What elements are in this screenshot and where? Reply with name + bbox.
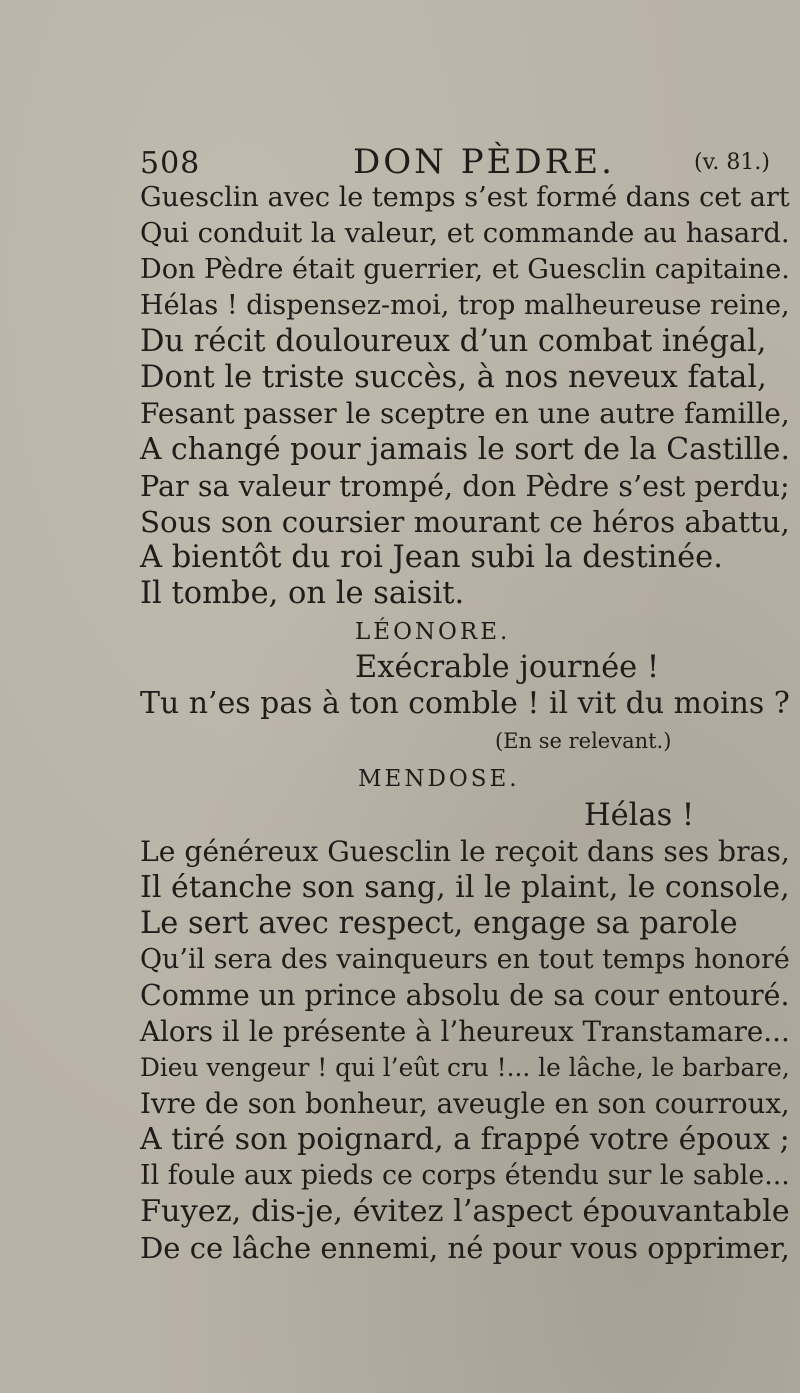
- verse-line: Alors il le présente à l’heureux Transtamare...: [140, 1015, 790, 1048]
- speaker-mendose: MENDOSE.: [358, 766, 520, 792]
- verse-line: Hélas ! dispensez-moi, trop malheureuse reine,: [140, 290, 790, 321]
- running-title: DON PÈDRE.: [353, 142, 615, 182]
- verse-line: Don Pèdre était guerrier, et Guesclin capitaine.: [140, 254, 790, 285]
- verse-line: Exécrable journée !: [355, 650, 660, 685]
- verse-line: Sous son coursier mourant ce héros abattu,: [140, 505, 790, 539]
- verse-line: Du récit douloureux d’un combat inégal,: [140, 324, 767, 359]
- verse-line: Guesclin avec le temps s’est formé dans cet art: [140, 182, 790, 213]
- verse-line: Il tombe, on le saisit.: [140, 576, 465, 611]
- verse-reference: (v. 81.): [694, 150, 770, 175]
- verse-line: Par sa valeur trompé, don Pèdre s’est perdu;: [140, 469, 790, 503]
- stage-direction: (En se relevant.): [495, 729, 672, 753]
- verse-line: Dieu vengeur ! qui l’eût cru !... le lâche, le barbare,: [140, 1053, 790, 1082]
- verse-line: Qu’il sera des vainqueurs en tout temps honoré: [140, 944, 790, 975]
- verse-line: Ivre de son bonheur, aveugle en son courroux,: [140, 1087, 790, 1120]
- speaker-leonore: LÉONORE.: [355, 619, 511, 645]
- verse-line: A bientôt du roi Jean subi la destinée.: [140, 540, 723, 575]
- verse-line: Comme un prince absolu de sa cour entouré.: [140, 979, 790, 1012]
- page-number: 508: [140, 146, 201, 181]
- verse-line: A changé pour jamais le sort de la Castille.: [140, 432, 790, 467]
- verse-line: Qui conduit la valeur, et commande au hasard.: [140, 218, 790, 249]
- verse-line: Tu n’es pas à ton comble ! il vit du moins ?: [140, 686, 790, 721]
- verse-line: Fesant passer le sceptre en une autre famille,: [140, 397, 790, 430]
- verse-line: Il étanche son sang, il le plaint, le console,: [140, 870, 790, 905]
- verse-line: Dont le triste succès, à nos neveux fatal,: [140, 360, 767, 395]
- running-head: [140, 142, 770, 184]
- verse-line: Il foule aux pieds ce corps étendu sur le sable...: [140, 1160, 790, 1191]
- verse-line: Fuyez, dis-je, évitez l’aspect épouvantable: [140, 1194, 790, 1229]
- verse-line: De ce lâche ennemi, né pour vous opprimer,: [140, 1231, 790, 1265]
- verse-line: A tiré son poignard, a frappé votre époux ;: [140, 1122, 790, 1157]
- verse-line: Le sert avec respect, engage sa parole: [140, 906, 738, 941]
- verse-line: Le généreux Guesclin le reçoit dans ses bras,: [140, 835, 790, 868]
- verse-line: Hélas !: [584, 798, 695, 833]
